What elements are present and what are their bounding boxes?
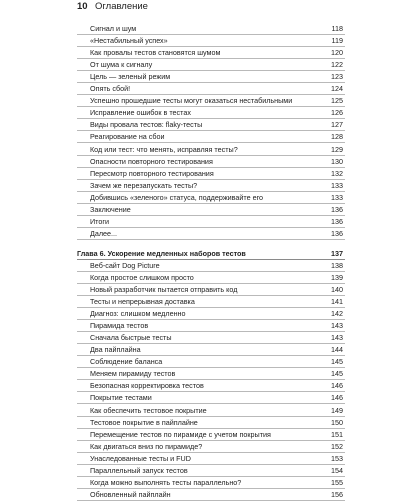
toc-entry-title: Как обеспечить тестовое покрытие xyxy=(90,405,207,415)
toc-row xyxy=(77,119,345,131)
toc-row xyxy=(77,284,345,296)
toc-row xyxy=(77,204,345,216)
toc-entry-title: Диагноз: слишком медленно xyxy=(90,309,186,319)
table-of-contents xyxy=(77,23,345,501)
toc-row xyxy=(77,180,345,192)
toc-entry-page: 132 xyxy=(331,168,343,178)
toc-entry-title: Далее... xyxy=(90,228,118,238)
toc-entry-title: Тестовое покрытие в пайплайне xyxy=(90,417,198,427)
toc-entry-page: 118 xyxy=(331,24,343,34)
toc-entry-page: 138 xyxy=(331,260,343,270)
toc-entry-title: «Нестабильный успех» xyxy=(90,36,168,46)
toc-row xyxy=(77,272,345,284)
toc-row xyxy=(77,296,345,308)
toc-entry-title: Исправление ошибок в тестах xyxy=(90,108,191,118)
toc-row xyxy=(77,156,345,168)
toc-entry-page: 128 xyxy=(331,132,343,142)
toc-entry-title: Пирамида тестов xyxy=(90,321,149,331)
toc-entry-title: Итоги xyxy=(90,216,110,226)
toc-entry-title: Цель — зеленый режим xyxy=(90,72,171,82)
toc-entry-title: Зачем же перезапускать тесты? xyxy=(90,180,198,190)
toc-entry-title: Меняем пирамиду тестов xyxy=(90,369,176,379)
toc-entry-title: Пересмотр повторного тестирования xyxy=(90,168,214,178)
toc-entry-page: 123 xyxy=(331,72,343,82)
toc-row xyxy=(77,380,345,392)
toc-row xyxy=(77,441,345,453)
toc-row xyxy=(77,107,345,119)
toc-row xyxy=(77,47,345,59)
toc-entry-page: 136 xyxy=(331,204,343,214)
toc-row xyxy=(77,216,345,228)
toc-row xyxy=(77,404,345,416)
toc-row xyxy=(77,143,345,155)
toc-entry-page: 124 xyxy=(331,84,343,94)
toc-row xyxy=(77,168,345,180)
toc-entry-title: Заключение xyxy=(90,204,131,214)
toc-entry-title: Как провалы тестов становятся шумом xyxy=(90,48,221,58)
toc-entry-page: 141 xyxy=(331,297,343,307)
toc-entry-title: От шума к сигналу xyxy=(90,60,153,70)
toc-entry-title: Два пайплайна xyxy=(90,345,141,355)
toc-row xyxy=(77,228,345,240)
toc-entry-page: 146 xyxy=(331,381,343,391)
toc-entry-page: 133 xyxy=(331,192,343,202)
toc-row xyxy=(77,35,345,47)
toc-entry-page: 152 xyxy=(331,441,343,451)
toc-entry-title: Глава 6. Ускорение медленных наборов тестов xyxy=(77,248,246,258)
toc-entry-title: Тесты и непрерывная доставка xyxy=(90,297,195,307)
toc-row xyxy=(77,260,345,272)
toc-entry-page: 130 xyxy=(331,156,343,166)
toc-entry-title: Реагирование на сбои xyxy=(90,132,165,142)
toc-entry-page: 142 xyxy=(331,309,343,319)
toc-row xyxy=(77,59,345,71)
toc-entry-page: 119 xyxy=(331,36,343,46)
toc-entry-page: 155 xyxy=(331,477,343,487)
toc-entry-page: 144 xyxy=(331,345,343,355)
toc-entry-page: 136 xyxy=(331,228,343,238)
toc-chapter-row xyxy=(77,248,345,260)
toc-row xyxy=(77,192,345,204)
toc-entry-page: 145 xyxy=(331,369,343,379)
toc-entry-page: 139 xyxy=(331,272,343,282)
toc-entry-title: Новый разработчик пытается отправить код xyxy=(90,285,238,295)
toc-entry-page: 146 xyxy=(331,393,343,403)
toc-entry-page: 125 xyxy=(331,96,343,106)
toc-entry-page: 122 xyxy=(331,60,343,70)
toc-entry-title: Когда простое слишком просто xyxy=(90,272,194,282)
toc-entry-page: 120 xyxy=(331,48,343,58)
toc-row xyxy=(77,23,345,35)
page-header xyxy=(77,0,148,13)
toc-entry-page: 133 xyxy=(331,180,343,190)
toc-entry-title: Опасности повторного тестирования xyxy=(90,156,213,166)
toc-entry-page: 126 xyxy=(331,108,343,118)
toc-entry-title: Перемещение тестов по пирамиде с учетом покрытия xyxy=(90,429,271,439)
toc-entry-page: 149 xyxy=(331,405,343,415)
toc-entry-page: 137 xyxy=(331,248,343,258)
toc-entry-title: Сначала быстрые тесты xyxy=(90,333,172,343)
toc-entry-title: Покрытие тестами xyxy=(90,393,152,403)
toc-entry-page: 145 xyxy=(331,357,343,367)
toc-row xyxy=(77,344,345,356)
toc-row xyxy=(77,356,345,368)
toc-row xyxy=(77,392,345,404)
toc-row xyxy=(77,332,345,344)
toc-row xyxy=(77,308,345,320)
toc-entry-title: Успешно прошедшие тесты могут оказаться нестабильными xyxy=(90,96,293,106)
toc-entry-page: 136 xyxy=(331,216,343,226)
toc-entry-title: Веб-сайт Dog Picture xyxy=(90,260,160,270)
toc-row xyxy=(77,429,345,441)
toc-entry-title: Добившись «зеленого» статуса, поддерживайте его xyxy=(90,192,264,202)
toc-entry-page: 143 xyxy=(331,333,343,343)
toc-row xyxy=(77,320,345,332)
toc-entry-title: Код или тест: что менять, исправляя тесты? xyxy=(90,144,238,154)
toc-entry-title: Опять сбой! xyxy=(90,84,131,94)
toc-row xyxy=(77,368,345,380)
toc-row xyxy=(77,71,345,83)
toc-entry-title: Безопасная корректировка тестов xyxy=(90,381,204,391)
toc-row xyxy=(77,453,345,465)
toc-entry-title: Как двигаться вниз по пирамиде? xyxy=(90,441,203,451)
toc-entry-page: 153 xyxy=(331,453,343,463)
toc-entry-page: 129 xyxy=(331,144,343,154)
toc-row xyxy=(77,477,345,489)
toc-row xyxy=(77,95,345,107)
toc-row xyxy=(77,417,345,429)
toc-row xyxy=(77,465,345,477)
toc-row xyxy=(77,131,345,143)
toc-entry-page: 127 xyxy=(331,120,343,130)
toc-entry-title: Виды провала тестов: flaky-тесты xyxy=(90,120,203,130)
running-title: Оглавление xyxy=(95,1,148,12)
toc-entry-page: 140 xyxy=(331,285,343,295)
toc-entry-title: Соблюдение баланса xyxy=(90,357,163,367)
page-number: 10 xyxy=(77,1,88,12)
toc-entry-page: 150 xyxy=(331,417,343,427)
toc-entry-page: 151 xyxy=(331,429,343,439)
toc-entry-title: Унаследованные тесты и FUD xyxy=(90,453,191,463)
toc-entry-title: Когда можно выполнять тесты параллельно? xyxy=(90,477,242,487)
toc-entry-title: Обновленный пайплайн xyxy=(90,489,171,499)
toc-entry-page: 143 xyxy=(331,321,343,331)
toc-row xyxy=(77,83,345,95)
toc-entry-title: Параллельный запуск тестов xyxy=(90,465,188,475)
toc-entry-page: 156 xyxy=(331,489,343,499)
toc-row xyxy=(77,489,345,501)
toc-entry-page: 154 xyxy=(331,465,343,475)
toc-entry-title: Сигнал и шум xyxy=(90,24,137,34)
